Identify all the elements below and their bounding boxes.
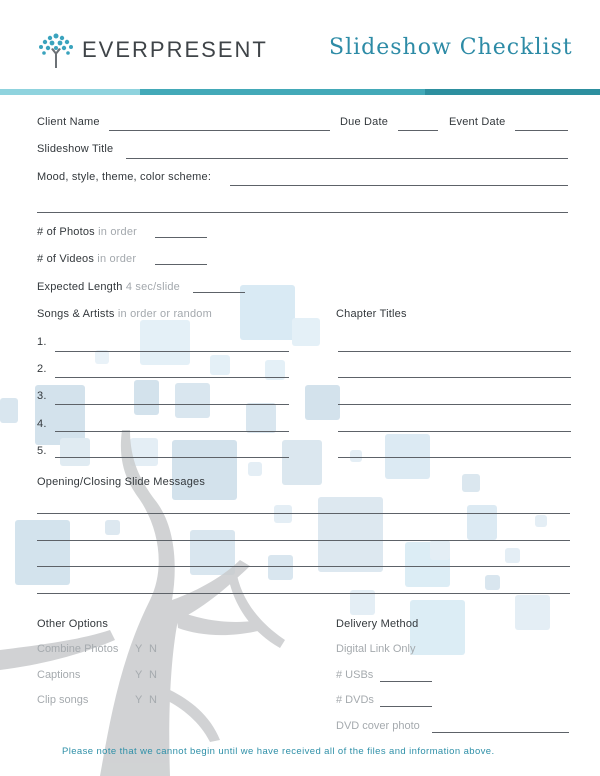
- chapter-field[interactable]: [338, 431, 571, 432]
- delivery-dvds-label: # DVDs: [336, 694, 374, 706]
- decorative-square: [15, 520, 70, 585]
- song-field[interactable]: [55, 351, 289, 352]
- decorative-square: [462, 474, 480, 492]
- dvds-field[interactable]: [380, 706, 432, 707]
- option-clip-songs: Clip songs: [37, 694, 89, 706]
- event-date-field[interactable]: [515, 130, 568, 131]
- logo: [36, 30, 76, 68]
- option-combine-photos: Combine Photos: [37, 643, 119, 655]
- decorative-square: [95, 350, 109, 364]
- decorative-square: [246, 403, 276, 433]
- song-number: 3.: [37, 390, 47, 402]
- decorative-square: [292, 318, 320, 346]
- yes-option[interactable]: Y: [135, 669, 143, 681]
- chapter-titles-label: Chapter Titles: [336, 308, 407, 320]
- videos-label: # of Videos in order: [37, 253, 137, 265]
- decorative-square: [535, 515, 547, 527]
- tree-logo-icon: [36, 30, 76, 68]
- decorative-square: [268, 555, 293, 580]
- due-date-label: Due Date: [340, 116, 389, 128]
- delivery-method-heading: Delivery Method: [336, 618, 419, 630]
- mood-label: Mood, style, theme, color scheme:: [37, 171, 212, 183]
- decorative-square: [175, 383, 210, 418]
- decorative-square: [60, 438, 90, 466]
- message-line[interactable]: [37, 513, 570, 514]
- photos-label: # of Photos in order: [37, 226, 138, 238]
- song-number: 4.: [37, 418, 47, 430]
- page-title: Slideshow Checklist: [329, 35, 573, 60]
- song-field[interactable]: [55, 377, 289, 378]
- decorative-square: [248, 462, 262, 476]
- decorative-square: [274, 505, 292, 523]
- decorative-square: [0, 398, 18, 423]
- decorative-square: [172, 440, 237, 500]
- decorative-square: [282, 440, 322, 485]
- song-field[interactable]: [55, 404, 289, 405]
- decorative-square: [485, 575, 500, 590]
- decorative-square: [430, 540, 450, 560]
- client-name-label: Client Name: [37, 116, 100, 128]
- decorative-square: [105, 520, 120, 535]
- chapter-field[interactable]: [338, 404, 571, 405]
- photos-field[interactable]: [155, 237, 207, 238]
- song-number: 5.: [37, 445, 47, 457]
- messages-label: Opening/Closing Slide Messages: [37, 476, 206, 488]
- length-field[interactable]: [193, 292, 245, 293]
- delivery-usbs-label: # USBs: [336, 669, 374, 681]
- message-line[interactable]: [37, 593, 570, 594]
- songs-label: Songs & Artists in order or random: [37, 308, 212, 320]
- delivery-dvd-cover-label: DVD cover photo: [336, 720, 420, 732]
- decorative-square: [140, 320, 190, 365]
- song-field[interactable]: [55, 431, 289, 432]
- event-date-label: Event Date: [449, 116, 506, 128]
- decorative-square: [515, 595, 550, 630]
- decorative-square: [240, 285, 295, 340]
- chapter-field[interactable]: [338, 351, 571, 352]
- no-option[interactable]: N: [149, 643, 157, 655]
- no-option[interactable]: N: [149, 694, 157, 706]
- dvd-cover-field[interactable]: [432, 732, 569, 733]
- delivery-digital-link: Digital Link Only: [336, 643, 416, 655]
- chapter-field[interactable]: [338, 457, 571, 458]
- chapter-field[interactable]: [338, 377, 571, 378]
- song-field[interactable]: [55, 457, 289, 458]
- decorative-square: [305, 385, 340, 420]
- song-number: 1.: [37, 336, 47, 348]
- yes-option[interactable]: Y: [135, 694, 143, 706]
- yes-option[interactable]: Y: [135, 643, 143, 655]
- message-line[interactable]: [37, 540, 570, 541]
- videos-field[interactable]: [155, 264, 207, 265]
- slideshow-title-label: Slideshow Title: [37, 143, 114, 155]
- decorative-square: [210, 355, 230, 375]
- footer-note: Please note that we cannot begin until we have received all of the files and information above.: [62, 746, 495, 757]
- decorative-square: [350, 450, 362, 462]
- song-number: 2.: [37, 363, 47, 375]
- brand-name: EVERPRESENT: [82, 37, 268, 62]
- decorative-square: [190, 530, 235, 575]
- decorative-square: [134, 380, 159, 415]
- due-date-field[interactable]: [398, 130, 438, 131]
- mood-field-extra[interactable]: [37, 212, 568, 213]
- no-option[interactable]: N: [149, 669, 157, 681]
- decorative-square: [505, 548, 520, 563]
- length-label: Expected Length 4 sec/slide: [37, 281, 181, 293]
- client-name-field[interactable]: [109, 130, 330, 131]
- message-line[interactable]: [37, 566, 570, 567]
- decorative-square: [318, 497, 383, 572]
- other-options-heading: Other Options: [37, 618, 109, 630]
- decorative-square: [467, 505, 497, 540]
- option-captions: Captions: [37, 669, 81, 681]
- slideshow-title-field[interactable]: [126, 158, 568, 159]
- usbs-field[interactable]: [380, 681, 432, 682]
- mood-field[interactable]: [230, 185, 568, 186]
